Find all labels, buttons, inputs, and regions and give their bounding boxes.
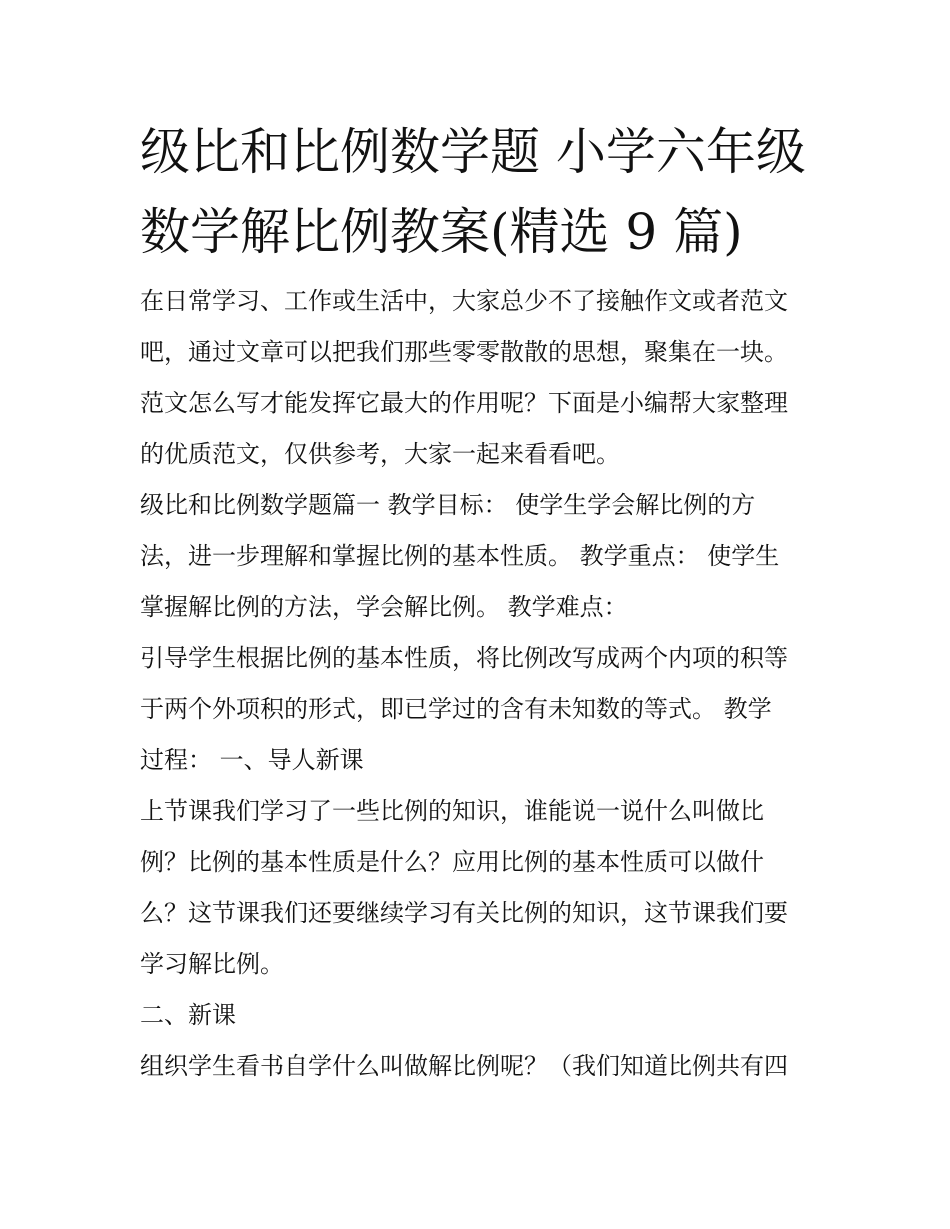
document-title <box>140 112 840 272</box>
new-lesson-paragraph <box>140 1041 840 1092</box>
title-line: 数学解比例教案(精选 9 篇) <box>140 203 743 261</box>
document-body <box>140 276 840 1092</box>
text-line: 法，进一步理解和掌握比例的基本性质。 教学重点： 使学生 <box>140 542 780 570</box>
text-line: 组织学生看书自学什么叫做解比例呢？（我们知道比例共有四 <box>140 1052 788 1080</box>
text-line: 的优质范文，仅供参考，大家一起来看看吧。 <box>140 440 620 468</box>
text-line: 么？这节课我们还要继续学习有关比例的知识，这节课我们要 <box>140 899 788 927</box>
text-line: 引导学生根据比例的基本性质，将比例改写成两个内项的积等 <box>140 644 788 672</box>
text-line: 级比和比例数学题篇一 教学目标： 使学生学会解比例的方 <box>140 491 756 519</box>
text-line: 掌握解比例的方法，学会解比例。 教学难点： <box>140 593 628 621</box>
text-line: 过程： 一、导人新课 <box>140 746 364 774</box>
text-line: 学习解比例。 <box>140 950 284 978</box>
text-line: 吧，通过文章可以把我们那些零零散散的思想，聚集在一块。 <box>140 338 788 366</box>
review-paragraph <box>140 786 840 990</box>
text-line: 二、新课 <box>140 1001 236 1029</box>
section-heading <box>140 990 840 1041</box>
text-line: 上节课我们学习了一些比例的知识，谁能说一说什么叫做比 <box>140 797 764 825</box>
text-line: 在日常学习、工作或生活中，大家总少不了接触作文或者范文 <box>140 287 788 315</box>
text-line: 例？比例的基本性质是什么？应用比例的基本性质可以做什 <box>140 848 764 876</box>
text-line: 于两个外项积的形式，即已学过的含有未知数的等式。 教学 <box>140 695 772 723</box>
objectives-paragraph <box>140 480 840 633</box>
title-line: 级比和比例数学题 小学六年级 <box>140 123 806 181</box>
difficulty-paragraph <box>140 633 840 786</box>
text-line: 范文怎么写才能发挥它最大的作用呢？下面是小编帮大家整理 <box>140 389 788 417</box>
intro-paragraph <box>140 276 840 480</box>
